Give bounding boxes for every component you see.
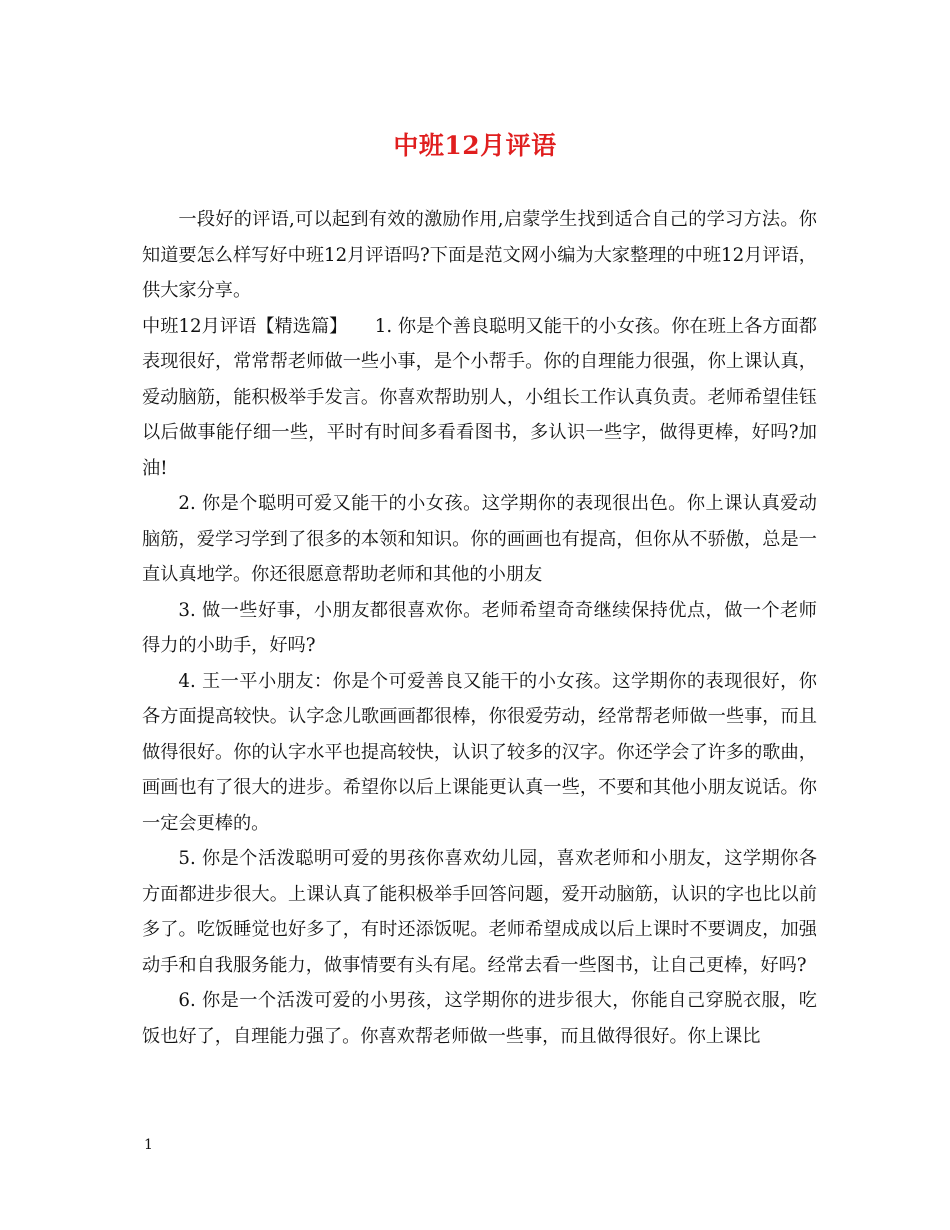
- paragraph-comment-5: 5. 你是个活泼聪明可爱的男孩你喜欢幼儿园，喜欢老师和小朋友，这学期你各方面都进步很大。上课认真了能积极举手回答问题，爱开动脑筋，认识的字也比以前多了。吃饭睡觉也好多了，有时还添饭呢。老师希望成成以后上课时不要调皮，加强动手和自我服务能力，做事情要有头有尾。经常去看一些图书，让自己更棒，好吗?: [142, 848, 817, 976]
- document-title: 中班12月评语: [393, 131, 557, 160]
- paragraph-comment-4: 4. 王一平小朋友：你是个可爱善良又能干的小女孩。这学期你的表现很好，你各方面提高较快。认字念儿歌画画都很棒，你很爱劳动，经常帮老师做一些事，而且做得很好。你的认字水平也提高较快，认识了较多的汉字。你还学会了许多的歌曲，画画也有了很大的进步。希望你以后上课能更认真一些，不要和其他小朋友说话。你一定会更棒的。: [142, 670, 817, 834]
- paragraph-intro: 一段好的评语,可以起到有效的激励作用,启蒙学生找到适合自己的学习方法。你知道要怎么样写好中班12月评语吗?下面是范文网小编为大家整理的中班12月评语，供大家分享。: [142, 209, 817, 301]
- paragraph-comment-1: 中班12月评语【精选篇】 1. 你是个善良聪明又能干的小女孩。你在班上各方面都表现很好，常常帮老师做一些小事，是个小帮手。你的自理能力很强，你上课认真，爱动脑筋，能积极举手发言。你喜欢帮助别人，小组长工作认真负责。老师希望佳钰以后做事能仔细一些，平时有时间多看看图书，多认识一些字，做得更棒，好吗?加油!: [142, 315, 817, 479]
- document-body: [142, 202, 817, 1054]
- page-number: 1: [144, 1137, 153, 1153]
- paragraph-comment-6: 6. 你是一个活泼可爱的小男孩，这学期你的进步很大，你能自己穿脱衣服，吃饭也好了，自理能力强了。你喜欢帮老师做一些事，而且做得很好。你上课比: [142, 990, 817, 1047]
- paragraph-comment-3: 3. 做一些好事，小朋友都很喜欢你。老师希望奇奇继续保持优点，做一个老师得力的小助手，好吗?: [142, 599, 817, 656]
- paragraph-comment-2: 2. 你是个聪明可爱又能干的小女孩。这学期你的表现很出色。你上课认真爱动脑筋，爱学习学到了很多的本领和知识。你的画画也有提高，但你从不骄傲，总是一直认真地学。你还很愿意帮助老师和其他的小朋友: [142, 493, 817, 585]
